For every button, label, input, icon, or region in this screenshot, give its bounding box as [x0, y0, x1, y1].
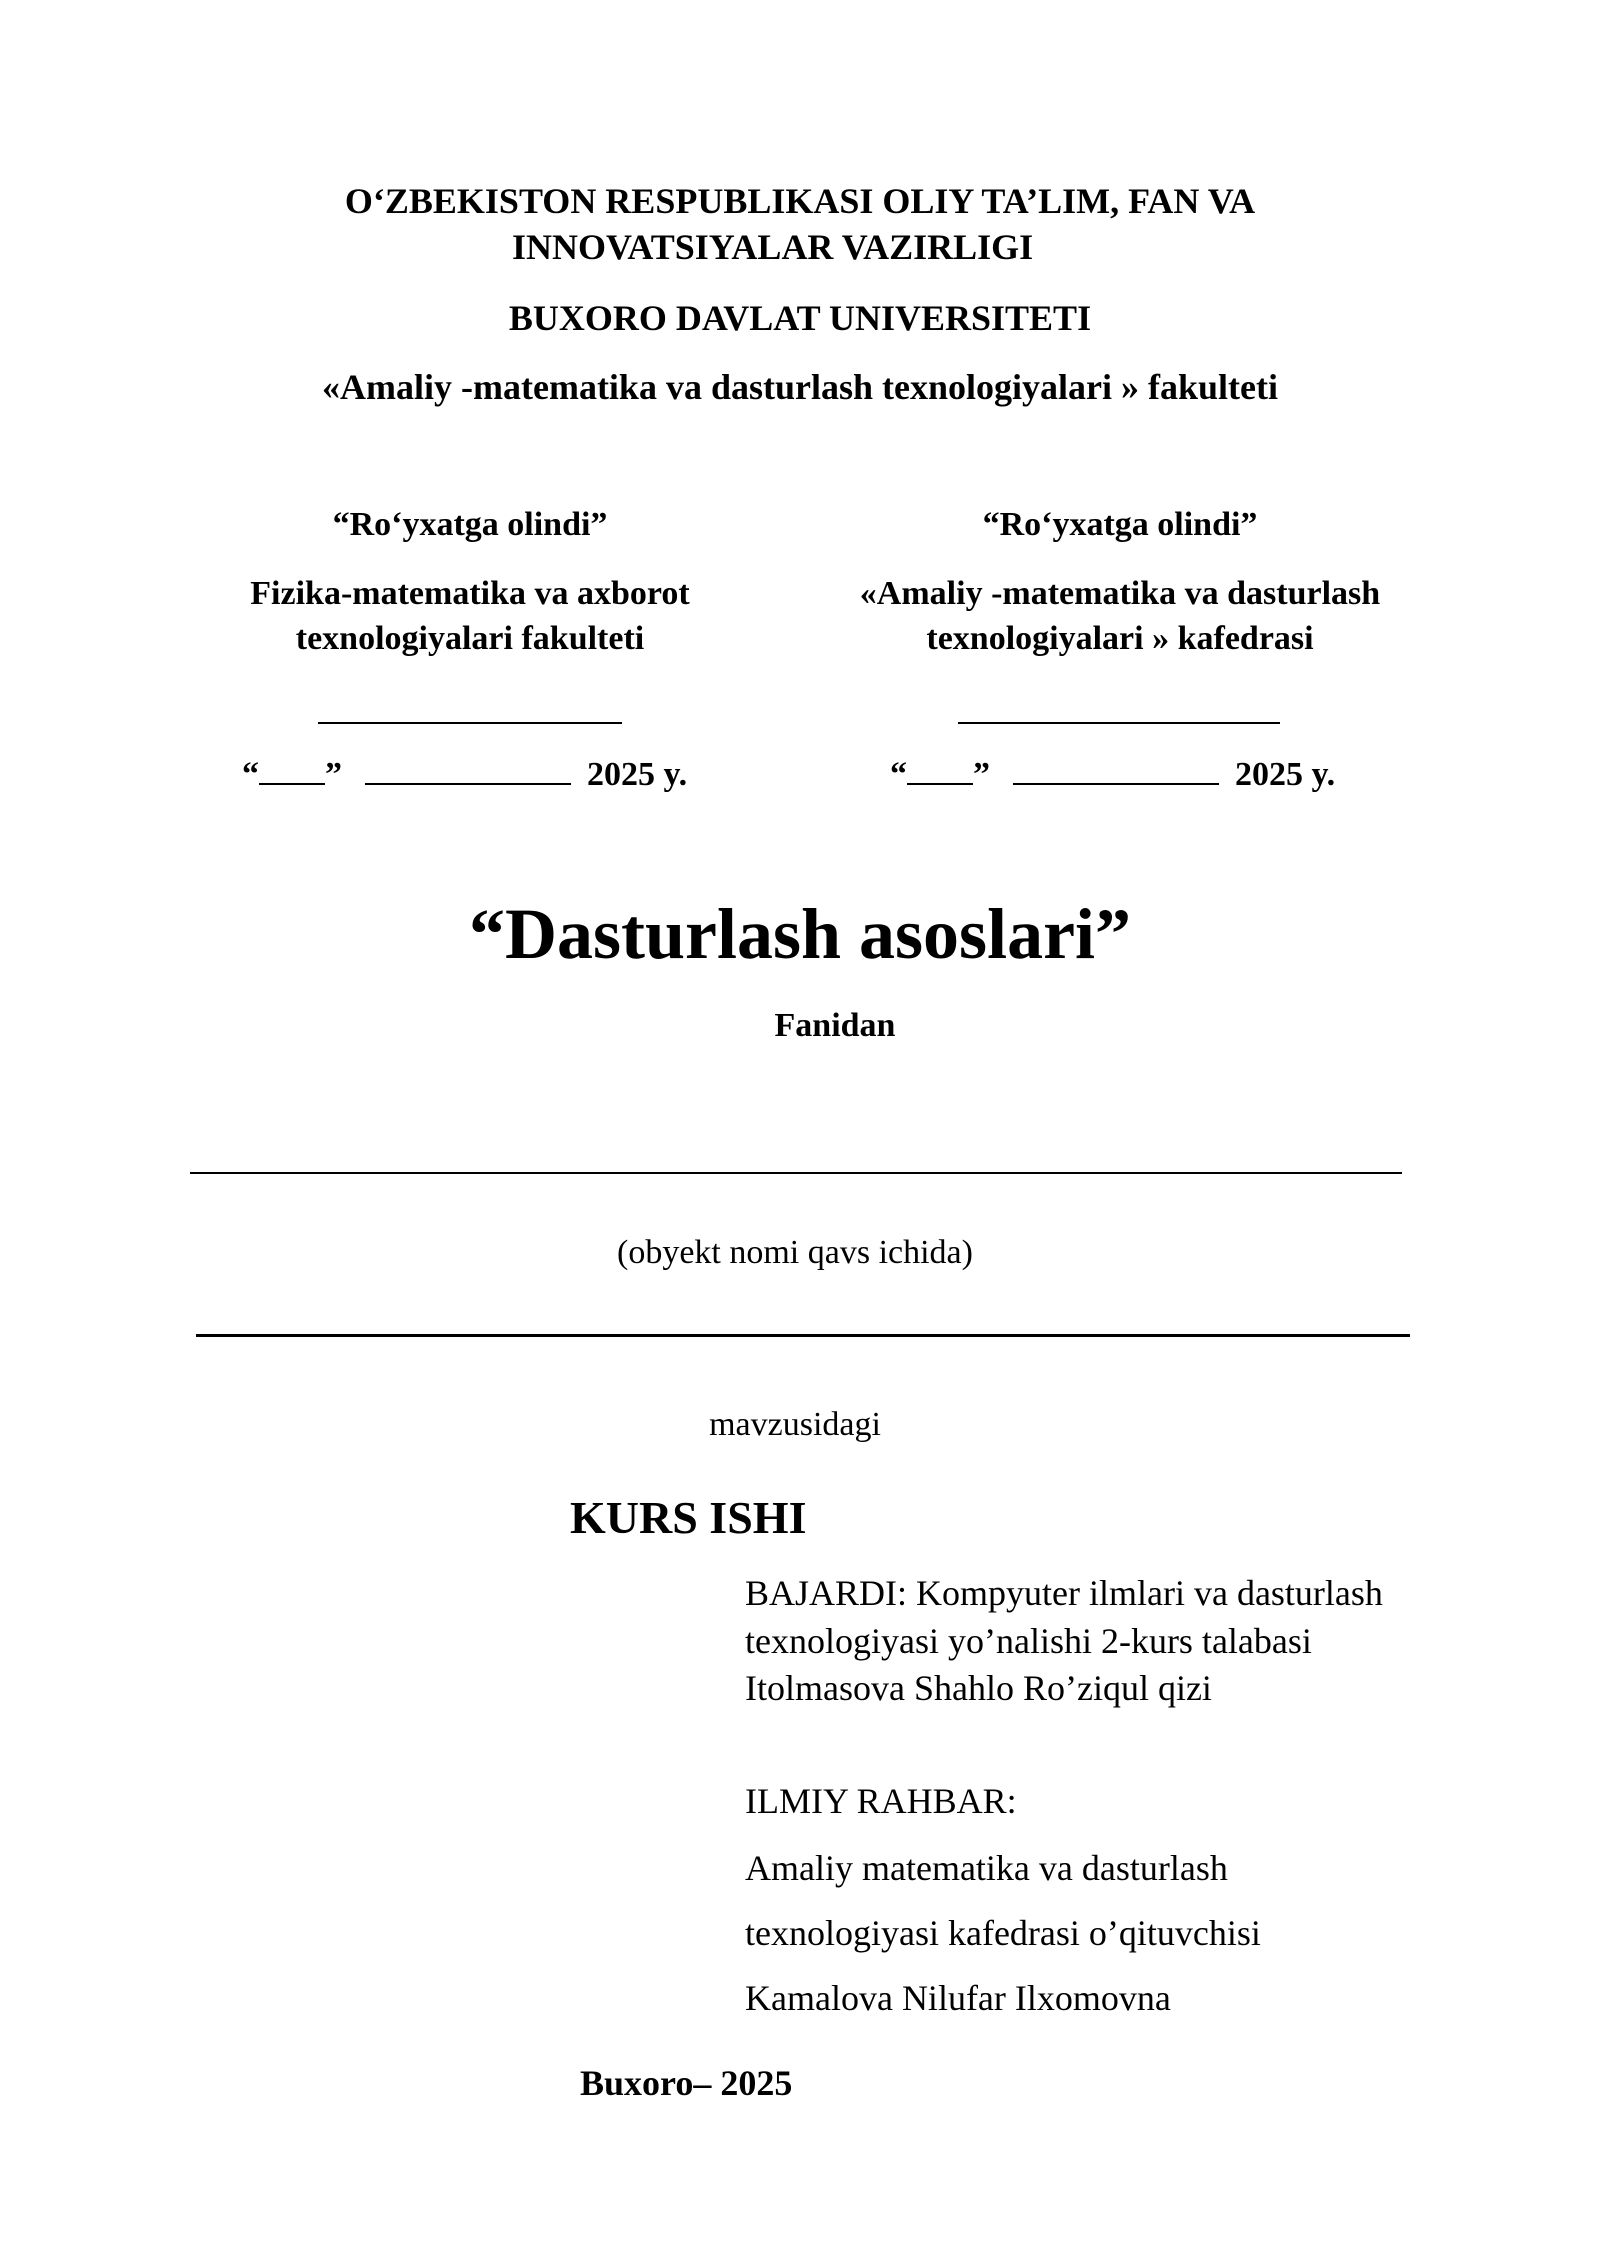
ministry-line-2: INNOVATSIYALAR VAZIRLIGI — [512, 227, 1034, 267]
right-registration-line-2: texnologiyalari » kafedrasi — [926, 620, 1314, 657]
place-year: Buxoro– 2025 — [580, 2063, 793, 2103]
right-date-open-quote: “ — [890, 756, 907, 793]
topic-line — [196, 1334, 1410, 1337]
left-date-year: 2025 y. — [587, 756, 688, 793]
left-day-blank — [259, 753, 325, 785]
left-signature-line — [318, 722, 622, 724]
left-registration-line-1: Fizika-matematika va axborot — [250, 575, 690, 612]
right-signature-line — [958, 722, 1280, 724]
subject-suffix: Fanidan — [774, 1007, 896, 1044]
supervisor-name: Kamalova Nilufar Ilxomovna — [745, 1978, 1171, 2018]
left-month-blank — [365, 753, 571, 785]
work-type: KURS ISHI — [570, 1492, 807, 1543]
performer-line-1: BAJARDI: Kompyuter ilmlari va dasturlash — [745, 1573, 1383, 1613]
right-month-blank — [1013, 753, 1219, 785]
right-date-row — [890, 752, 1335, 798]
performer-name: Itolmasova Shahlo Ro’ziqul qizi — [745, 1668, 1212, 1708]
faculty-name: «Amaliy -matematika va dasturlash texnologiyalari » fakulteti — [322, 367, 1278, 407]
university-name: BUXORO DAVLAT UNIVERSITETI — [508, 298, 1092, 338]
right-date-year: 2025 y. — [1235, 756, 1336, 793]
object-name-line — [190, 1172, 1402, 1174]
right-day-blank — [907, 753, 973, 785]
left-registration-label: “Ro‘yxatga olindi” — [332, 506, 608, 543]
left-date-close-quote: ” — [325, 756, 342, 793]
left-registration-line-2: texnologiyalari fakulteti — [295, 620, 645, 657]
performer-line-2: texnologiyasi yo’nalishi 2-kurs talabasi — [745, 1621, 1312, 1661]
supervisor-line-1: Amaliy matematika va dasturlash — [745, 1848, 1228, 1888]
subject-title: “Dasturlash asoslari” — [468, 894, 1132, 974]
right-registration-label: “Ro‘yxatga olindi” — [982, 506, 1258, 543]
supervisor-label: ILMIY RAHBAR: — [745, 1781, 1017, 1821]
left-date-open-quote: “ — [242, 756, 259, 793]
topic-suffix: mavzusidagi — [709, 1406, 881, 1443]
right-registration-line-1: «Amaliy -matematika va dasturlash — [859, 575, 1381, 612]
supervisor-line-2: texnologiyasi kafedrasi o’qituvchisi — [745, 1913, 1261, 1953]
object-name-hint: (obyekt nomi qavs ichida) — [617, 1234, 973, 1271]
right-date-close-quote: ” — [973, 756, 990, 793]
ministry-line-1: O‘ZBEKISTON RESPUBLIKASI OLIY TA’LIM, FAN VA — [344, 181, 1256, 221]
left-date-row — [242, 752, 687, 798]
